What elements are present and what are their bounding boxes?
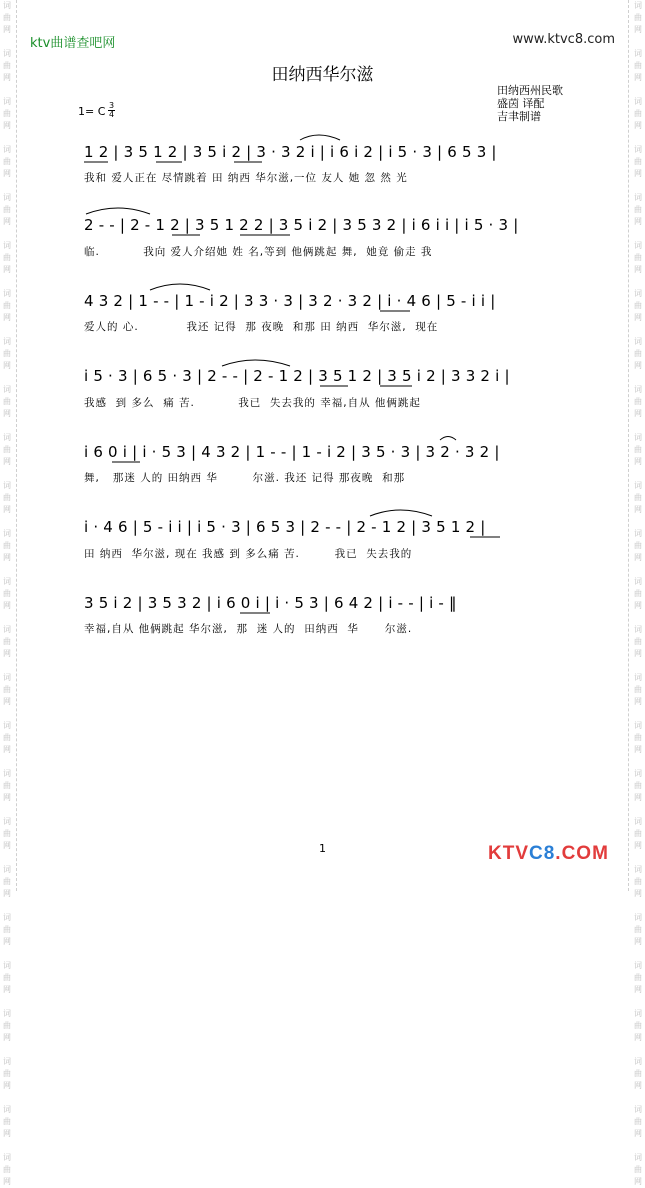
lyric-line-2: 临. 我向 爱人介绍她 姓 名,等到 他俩跳起 舞, 她竟 偷走 我 [84, 246, 433, 258]
score-line-7: 3 5 i 2 | 3 5 3 2 | i 6 0 i | i · 5 3 | 6 4 2 | i - - | i - ‖ [84, 594, 457, 612]
lyric-line-5: 舞, 那迷 人的 田纳西 华 尔滋. 我还 记得 那夜晚 和那 [84, 472, 406, 484]
score-line-5: i 6 0 i | i · 5 3 | 4 3 2 | 1 - - | 1 - i 2 | 3 5 · 3 | 3 2 · 3 2 | [84, 443, 500, 461]
credit-arranger: 吉聿制谱 [497, 110, 541, 123]
logo-part-ktv: KTV [488, 843, 529, 864]
site-logo[interactable] [488, 843, 609, 865]
score-line-3: 4 3 2 | 1 - - | 1 - i 2 | 3 3 · 3 | 3 2 · 3 2 | i · 4 6 | 5 - i i | [84, 292, 496, 310]
right-watermark-strip: 词 曲 网 词 曲 网 词 曲 网 词 曲 网 词 曲 网 词 曲 网 词 曲 网 词 曲 网 词 曲 网 词 曲 网 词 曲 网 词 曲 网 词 曲 网 词 曲 网 词 曲 网 词 曲 网 词 曲 网 词 曲 网 词 曲 网 词 曲 网 词 曲 网 词 曲 网 词 曲 网 词 曲 网 词 曲 网 [634, 1, 642, 1186]
credit-translator: 盛茵 译配 [497, 97, 545, 110]
page-number: 1 [319, 842, 326, 855]
time-sig-top: 3 [108, 101, 115, 110]
tie-mark [222, 360, 290, 366]
key-signature: 1= C [78, 105, 106, 118]
score-line-2: 2 - - | 2 - 1 2 | 3 5 1 2 2 | 3 5 i 2 | 3 5 3 2 | i 6 i i | i 5 · 3 | [84, 216, 519, 234]
lyric-line-1: 我和 爱人正在 尽情跳着 田 纳西 华尔滋,一位 友人 她 忽 然 光 [84, 172, 408, 184]
fermata-mark [440, 437, 456, 441]
score-line-4: i 5 · 3 | 6 5 · 3 | 2 - - | 2 - 1 2 | 3 5 1 2 | 3 5 i 2 | 3 3 2 i | [84, 367, 510, 385]
score-line-6: i · 4 6 | 5 - i i | i 5 · 3 | 6 5 3 | 2 - - | 2 - 1 2 | 3 5 1 2 | [84, 518, 486, 536]
score-line-1: 1 2 | 3 5 1 2 | 3 5 i 2 | 3 · 3 2 i | i 6 i 2 | i 5 · 3 | 6 5 3 | [84, 143, 497, 161]
logo-part-com: .COM [555, 843, 609, 864]
site-url[interactable]: www.ktvc8.com [512, 32, 615, 47]
tie-mark [150, 284, 210, 290]
tie-mark [300, 135, 340, 140]
lyric-line-7: 幸福,自从 他俩跳起 华尔滋, 那 迷 人的 田纳西 华 尔滋. [84, 623, 413, 635]
tie-mark [86, 208, 150, 214]
credit-origin: 田纳西州民歌 [497, 84, 563, 97]
lyric-line-6: 田 纳西 华尔滋, 现在 我感 到 多么痛 苦. 我已 失去我的 [84, 548, 413, 560]
time-sig-bottom: 4 [108, 110, 115, 119]
tie-mark [370, 510, 432, 516]
song-title: 田纳西华尔滋 [271, 65, 374, 85]
lyric-line-4: 我感 到 多么 痛 苦. 我已 失去我的 幸福,自从 他俩跳起 [84, 397, 421, 409]
lyric-line-3: 爱人的 心. 我还 记得 那 夜晚 和那 田 纳西 华尔滋, 现在 [84, 321, 439, 333]
site-name[interactable]: ktv曲谱查吧网 [30, 36, 116, 51]
logo-part-c8: C8 [529, 843, 556, 864]
left-watermark-strip: 词 曲 网 词 曲 网 词 曲 网 词 曲 网 词 曲 网 词 曲 网 词 曲 网 词 曲 网 词 曲 网 词 曲 网 词 曲 网 词 曲 网 词 曲 网 词 曲 网 词 曲 网 词 曲 网 词 曲 网 词 曲 网 词 曲 网 词 曲 网 词 曲 网 词 曲 网 词 曲 网 词 曲 网 词 曲 网 [3, 1, 11, 1186]
